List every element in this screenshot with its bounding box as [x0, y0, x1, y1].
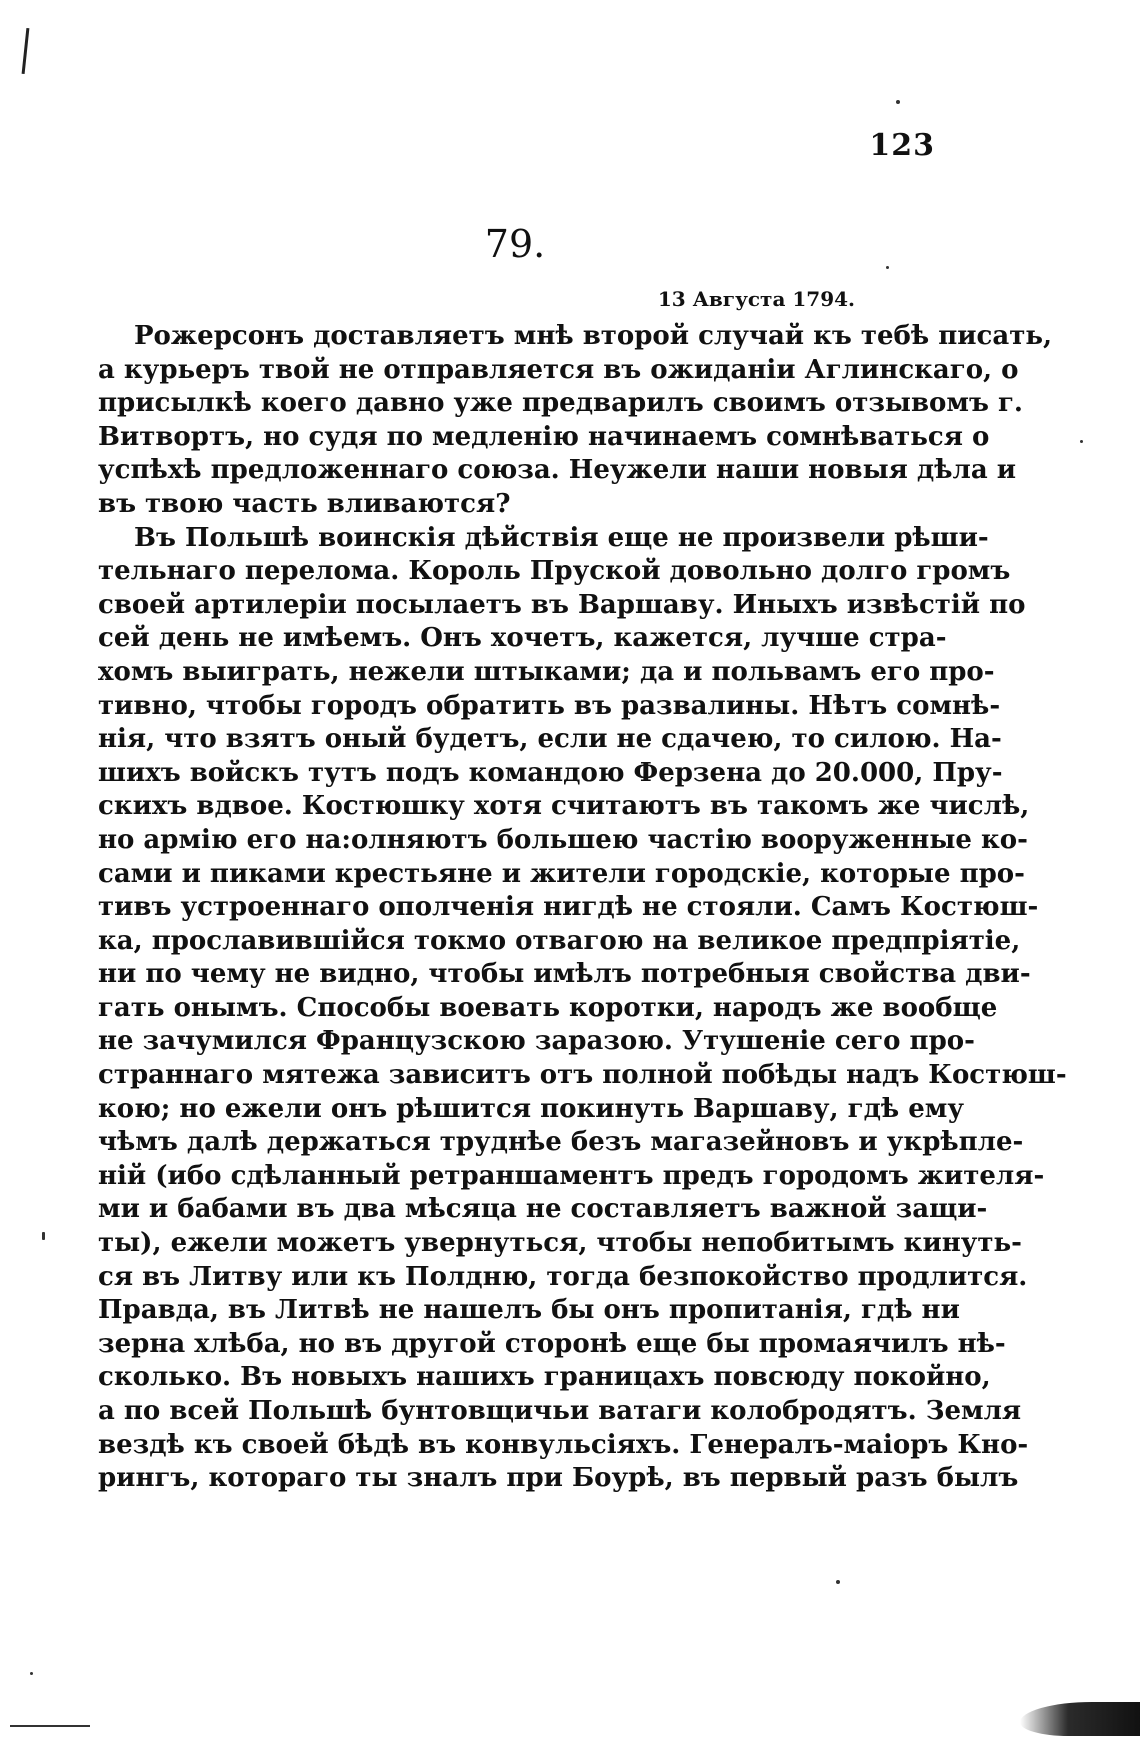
text-line: ни по чему не видно, чтобы имѣлъ потребныя свойства дви-	[98, 959, 1031, 990]
text-line: сколько. Въ новыхъ нашихъ границахъ повсюду покойно,	[98, 1362, 991, 1393]
text-line: чѣмъ далѣ держаться труднѣе безъ магазейновъ и укрѣпле-	[98, 1127, 1024, 1158]
scan-speck	[886, 266, 889, 269]
text-line: шихъ войскъ тутъ подъ командою Ферзена до 20.000, Пру-	[98, 757, 1003, 788]
page-number: 123	[869, 128, 935, 163]
text-line: тельнаго перелома. Король Пруской довольно долго громъ	[98, 556, 1011, 587]
text-line: нія, что взятъ оный будетъ, если не сдачею, то силою. На-	[98, 724, 1002, 755]
text-line: въ твою часть вливаются?	[98, 488, 511, 519]
text-line: гать онымъ. Способы воевать коротки, народъ же вообще	[98, 992, 998, 1023]
scan-speck	[30, 1672, 33, 1675]
text-line: Рожерсонъ доставляетъ мнѣ второй случай къ тебѣ писать,	[134, 321, 1053, 351]
text-line: скихъ вдвое. Костюшку хотя считаютъ въ такомъ же числѣ,	[98, 791, 1030, 822]
scan-speck	[42, 1232, 45, 1240]
text-line: вездѣ къ своей бѣдѣ въ конвульсіяхъ. Генералъ-маіоръ Кно-	[98, 1429, 1029, 1460]
text-line: успѣхѣ предложеннаго союза. Неужели наши новыя дѣла и	[98, 455, 1017, 486]
text-line: хомъ выиграть, нежели штыками; да и польвамъ его про-	[98, 656, 995, 687]
text-line: Въ Польшѣ воинскія дѣйствія еще не произвели рѣши-	[134, 522, 989, 553]
text-line: ты), ежели можетъ увернуться, чтобы непобитымъ кинуть-	[98, 1228, 1022, 1259]
text-line: кою; но ежели онъ рѣшится покинуть Варшаву, гдѣ ему	[98, 1093, 964, 1124]
text-line: не зачумился Французскою заразою. Утушеніе сего про-	[98, 1026, 975, 1057]
letter-date: 13 Августа 1794.	[657, 287, 855, 311]
text-line: сей день не имѣемъ. Онъ хочетъ, кажется, лучше стра-	[98, 623, 947, 654]
text-line: ся въ Литву или къ Полдню, тогда безпокойство продлится.	[98, 1261, 1028, 1292]
letter-body	[98, 320, 1067, 1496]
text-line: ка, прославившійся токмо отвагою на великое предпріятіе,	[98, 925, 1021, 956]
letter-number: 79.	[484, 222, 546, 266]
text-line: Витвортъ, но судя по медленію начинаемъ сомнѣваться о	[98, 421, 990, 452]
text-line: а курьеръ твой не отправляется въ ожиданіи Аглинскаго, о	[98, 354, 1019, 385]
scan-speck	[836, 1580, 840, 1584]
text-line: но армію его на:олняютъ большею частію вооруженные ко-	[98, 824, 1028, 855]
text-line: своей артилеріи посылаетъ въ Варшаву. Иныхъ извѣстій по	[98, 589, 1026, 620]
text-line: а по всей Польшѣ бунтовщичьи ватаги колобродятъ. Земля	[98, 1396, 1022, 1426]
text-line: Правда, въ Литвѣ не нашелъ бы онъ пропитанія, гдѣ ни	[98, 1295, 960, 1326]
text-line: сами и пиками крестьяне и жители городскіе, которые про-	[98, 858, 1025, 889]
scan-speck	[1080, 440, 1083, 443]
text-line: ми и бабами въ два мѣсяца не составляетъ важной защи-	[98, 1194, 988, 1225]
text-line: зерна хлѣба, но въ другой сторонѣ еще бы промаячилъ нѣ-	[98, 1328, 1006, 1359]
text-line: присылкѣ коего давно уже предварилъ своимъ отзывомъ г.	[98, 388, 1023, 419]
scan-speck	[896, 100, 900, 104]
text-line: тивно, чтобы городъ обратить въ развалины. Нѣтъ сомнѣ-	[98, 690, 1001, 721]
scan-margin-mark	[22, 28, 30, 74]
text-line: рингъ, котораго ты зналъ при Боурѣ, въ первый разъ былъ	[98, 1463, 1019, 1494]
text-line: ній (ибо сдѣланный ретраншаментъ предъ городомъ жителя-	[98, 1160, 1045, 1191]
scan-bottom-rule	[10, 1725, 90, 1727]
text-line: тивъ устроеннаго ополченія нигдѣ не стояли. Самъ Костюш-	[98, 892, 1039, 923]
scan-bottom-artifact	[1020, 1702, 1140, 1736]
text-line: страннаго мятежа зависитъ отъ полной побѣды надъ Костюш-	[98, 1060, 1067, 1091]
